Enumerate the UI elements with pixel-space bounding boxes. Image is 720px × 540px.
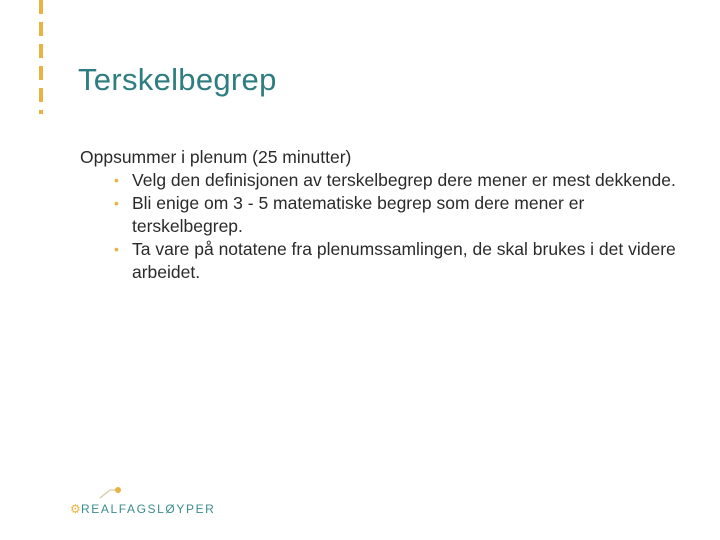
bullet-icon: • [114, 241, 119, 257]
bullet-text: Velg den definisjonen av terskelbegrep dere mener er mest dekkende. [132, 170, 676, 190]
bullet-text: Bli enige om 3 - 5 matematiske begrep som dere mener er terskelbegrep. [132, 193, 585, 236]
slide-body [80, 146, 680, 284]
gear-icon: ⚙ [70, 502, 81, 516]
bullet-item [80, 192, 680, 238]
bullet-item [80, 169, 680, 192]
slide-title: Terskelbegrep [78, 62, 277, 97]
bullet-text: Ta vare på notatene fra plenumssamlingen, de skal brukes i det videre arbeidet. [132, 239, 676, 282]
logo-path-icon [70, 484, 210, 504]
logo [70, 484, 216, 524]
bullet-list [80, 169, 680, 284]
bullet-icon: • [114, 172, 119, 188]
bullet-item [80, 238, 680, 284]
logo-text: REALFAGSLØYPER [81, 502, 216, 516]
accent-bar [39, 0, 43, 114]
bullet-icon: • [114, 195, 119, 211]
intro-text: Oppsummer i plenum (25 minutter) [80, 147, 352, 167]
